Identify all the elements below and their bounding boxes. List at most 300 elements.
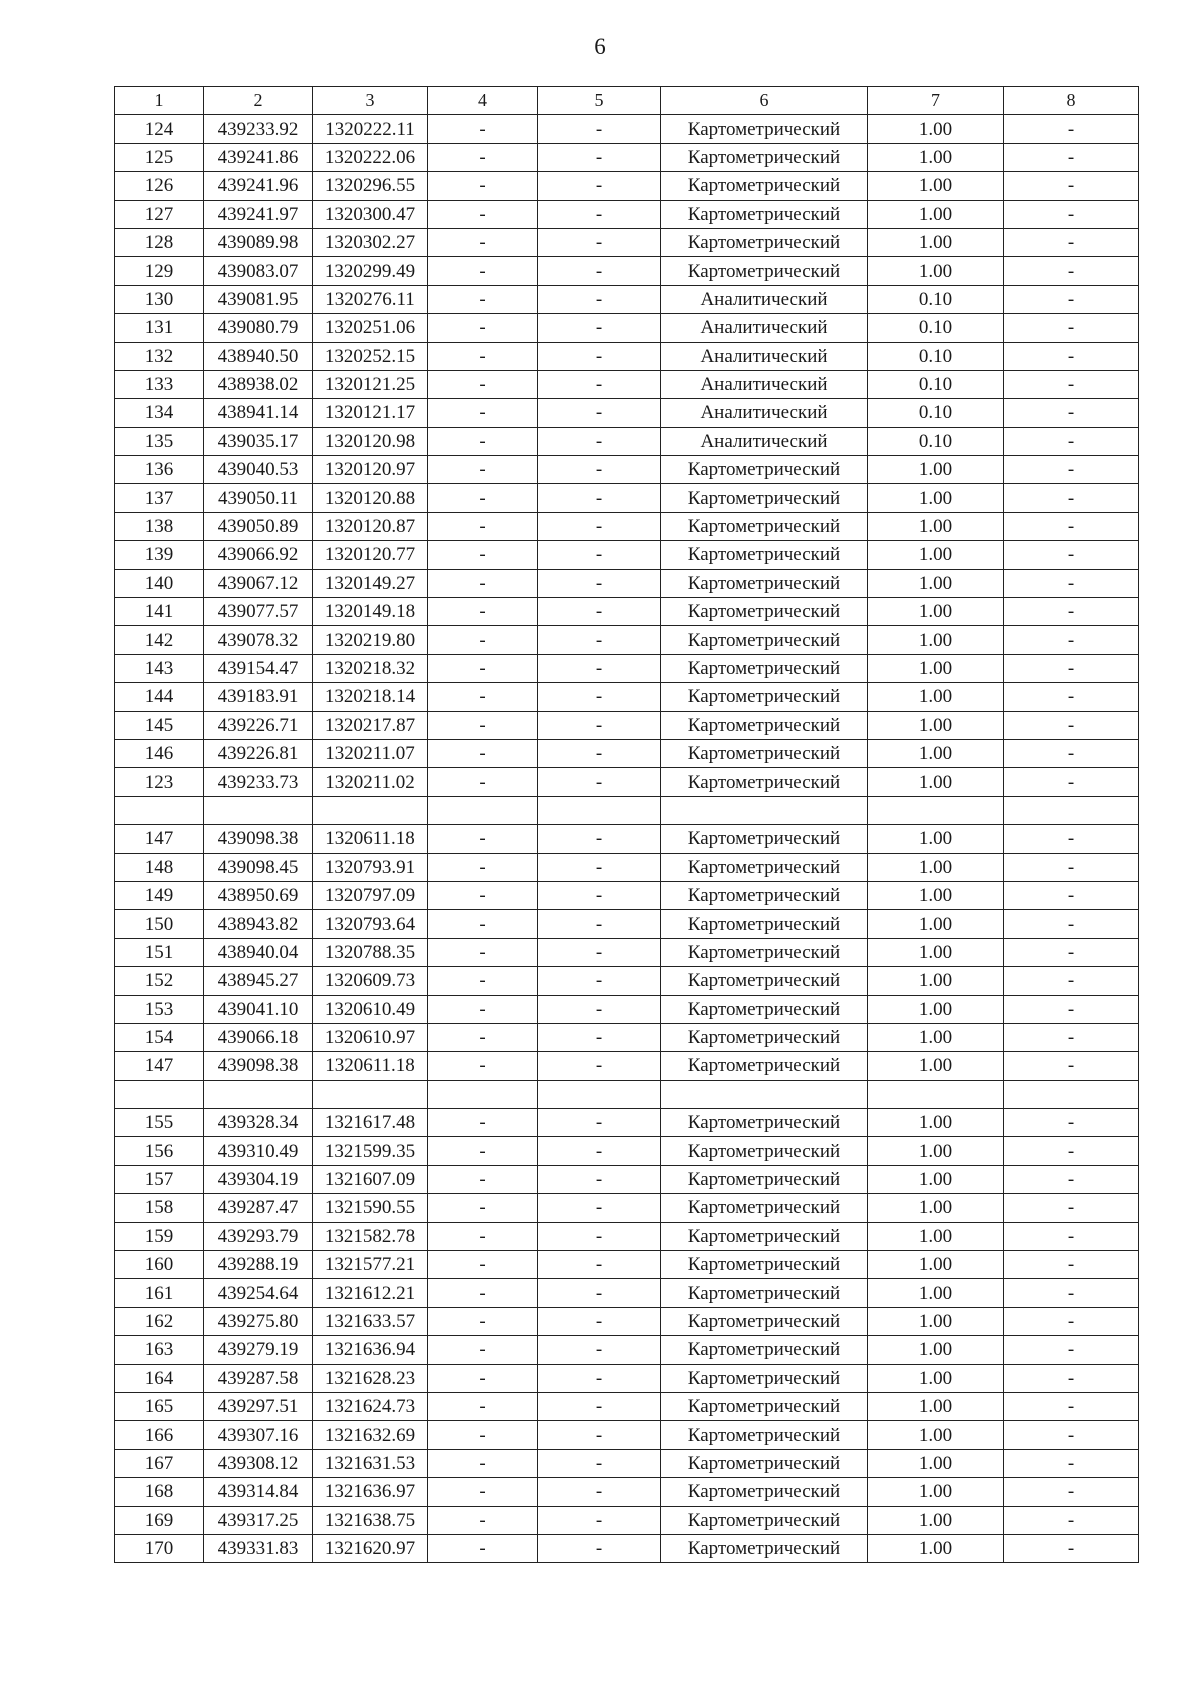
coordinate-y-cell: 1320793.64 (313, 910, 428, 938)
accuracy-cell: 1.00 (868, 938, 1004, 966)
col-4-value-cell: - (428, 825, 538, 853)
col-5-value-cell: - (538, 910, 661, 938)
point-number-cell: 137 (115, 484, 204, 512)
coordinate-y-cell: 1321624.73 (313, 1392, 428, 1420)
table-row (115, 427, 1139, 455)
coordinate-y-cell: 1320120.88 (313, 484, 428, 512)
col-5-value-cell: - (538, 881, 661, 909)
table-row (115, 1052, 1139, 1080)
col-5-value-cell: - (538, 1534, 661, 1562)
coordinate-x-cell: 439226.81 (204, 739, 313, 767)
method-cell: Картометрический (661, 739, 868, 767)
accuracy-cell: 1.00 (868, 541, 1004, 569)
col-5-value-cell: - (538, 853, 661, 881)
table-row (115, 1478, 1139, 1506)
col-5-value-cell: - (538, 654, 661, 682)
col-4-value-cell: - (428, 1307, 538, 1335)
coordinate-y-cell: 1320222.11 (313, 115, 428, 143)
coordinate-y-cell: 1320299.49 (313, 257, 428, 285)
col-4-value-cell: - (428, 881, 538, 909)
table-row (115, 1392, 1139, 1420)
col-4-value-cell: - (428, 143, 538, 171)
col-8-value-cell: - (1004, 115, 1139, 143)
coordinate-y-cell: 1321590.55 (313, 1194, 428, 1222)
accuracy-cell: 1.00 (868, 1194, 1004, 1222)
point-number-cell: 154 (115, 1023, 204, 1051)
method-cell: Картометрический (661, 1194, 868, 1222)
accuracy-cell: 1.00 (868, 853, 1004, 881)
coordinate-y-cell: 1320609.73 (313, 967, 428, 995)
method-cell: Картометрический (661, 910, 868, 938)
col-5-value-cell: - (538, 1137, 661, 1165)
method-cell: Картометрический (661, 228, 868, 256)
coordinate-x-cell (204, 1080, 313, 1108)
col-8-value-cell: - (1004, 825, 1139, 853)
accuracy-cell: 1.00 (868, 200, 1004, 228)
col-5-value-cell: - (538, 1023, 661, 1051)
coordinate-x-cell: 439098.38 (204, 825, 313, 853)
col-8-value-cell (1004, 1080, 1139, 1108)
coordinate-x-cell: 439304.19 (204, 1165, 313, 1193)
col-5-value-cell: - (538, 1506, 661, 1534)
method-cell: Картометрический (661, 825, 868, 853)
method-cell: Картометрический (661, 1165, 868, 1193)
col-4-value-cell: - (428, 569, 538, 597)
table-row (115, 1364, 1139, 1392)
col-5-value-cell: - (538, 427, 661, 455)
accuracy-cell: 1.00 (868, 739, 1004, 767)
col-4-value-cell: - (428, 314, 538, 342)
point-number-cell: 131 (115, 314, 204, 342)
col-8-value-cell: - (1004, 1421, 1139, 1449)
point-number-cell: 129 (115, 257, 204, 285)
col-8-value-cell: - (1004, 1506, 1139, 1534)
col-8-value-cell: - (1004, 427, 1139, 455)
col-4-value-cell: - (428, 768, 538, 796)
coordinate-y-cell: 1320222.06 (313, 143, 428, 171)
col-4-value-cell: - (428, 598, 538, 626)
coordinate-y-cell: 1321636.97 (313, 1478, 428, 1506)
coordinate-y-cell: 1320149.18 (313, 598, 428, 626)
method-cell: Картометрический (661, 1478, 868, 1506)
coordinate-x-cell: 439288.19 (204, 1251, 313, 1279)
col-5-value-cell: - (538, 938, 661, 966)
col-4-value-cell: - (428, 967, 538, 995)
point-number-cell: 132 (115, 342, 204, 370)
method-cell: Картометрический (661, 654, 868, 682)
point-number-cell: 158 (115, 1194, 204, 1222)
table-spacer-row (115, 1080, 1139, 1108)
method-cell: Картометрический (661, 1534, 868, 1562)
method-cell: Картометрический (661, 569, 868, 597)
method-cell: Картометрический (661, 1364, 868, 1392)
col-5-value-cell: - (538, 1279, 661, 1307)
col-8-value-cell: - (1004, 541, 1139, 569)
point-number-cell: 151 (115, 938, 204, 966)
col-8-value-cell: - (1004, 1279, 1139, 1307)
coordinate-x-cell: 439241.96 (204, 172, 313, 200)
coordinate-y-cell: 1321599.35 (313, 1137, 428, 1165)
table-row (115, 739, 1139, 767)
col-8-value-cell: - (1004, 1251, 1139, 1279)
col-8-value-cell: - (1004, 967, 1139, 995)
table-row (115, 1194, 1139, 1222)
coordinate-y-cell: 1321633.57 (313, 1307, 428, 1335)
table-row (115, 626, 1139, 654)
table-row (115, 967, 1139, 995)
accuracy-cell (868, 1080, 1004, 1108)
col-4-value-cell: - (428, 1222, 538, 1250)
col-5-value-cell: - (538, 768, 661, 796)
col-8-value-cell: - (1004, 1364, 1139, 1392)
col-4-value-cell: - (428, 995, 538, 1023)
col-8-value-cell: - (1004, 881, 1139, 909)
point-number-cell: 145 (115, 711, 204, 739)
col-5-value-cell: - (538, 1165, 661, 1193)
coordinate-y-cell: 1320276.11 (313, 285, 428, 313)
method-cell: Картометрический (661, 257, 868, 285)
col-5-value-cell (538, 796, 661, 824)
accuracy-cell: 1.00 (868, 1023, 1004, 1051)
accuracy-cell: 1.00 (868, 1449, 1004, 1477)
col-4-value-cell: - (428, 1165, 538, 1193)
table-row (115, 1506, 1139, 1534)
col-8-value-cell: - (1004, 1534, 1139, 1562)
coordinate-x-cell: 439287.47 (204, 1194, 313, 1222)
col-5-value-cell: - (538, 569, 661, 597)
point-number-cell: 159 (115, 1222, 204, 1250)
col-5-value-cell: - (538, 1251, 661, 1279)
point-number-cell: 161 (115, 1279, 204, 1307)
col-8-value-cell: - (1004, 711, 1139, 739)
col-4-value-cell: - (428, 683, 538, 711)
page-number: 6 (594, 34, 606, 59)
col-8-value-cell: - (1004, 768, 1139, 796)
method-cell: Картометрический (661, 1251, 868, 1279)
table-row (115, 910, 1139, 938)
point-number-cell: 133 (115, 370, 204, 398)
coordinate-x-cell: 438938.02 (204, 370, 313, 398)
point-number-cell: 165 (115, 1392, 204, 1420)
coordinate-x-cell: 439254.64 (204, 1279, 313, 1307)
coordinate-x-cell: 439154.47 (204, 654, 313, 682)
col-5-value-cell: - (538, 1222, 661, 1250)
coordinate-y-cell: 1320793.91 (313, 853, 428, 881)
accuracy-cell: 1.00 (868, 1421, 1004, 1449)
table-row (115, 569, 1139, 597)
coordinate-y-cell: 1321632.69 (313, 1421, 428, 1449)
table-row (115, 1251, 1139, 1279)
col-4-value-cell: - (428, 1052, 538, 1080)
table-row (115, 1307, 1139, 1335)
accuracy-cell: 1.00 (868, 768, 1004, 796)
col-5-value-cell: - (538, 399, 661, 427)
accuracy-cell: 1.00 (868, 484, 1004, 512)
method-cell: Аналитический (661, 370, 868, 398)
col-5-value-cell: - (538, 228, 661, 256)
col-5-value-cell (538, 1080, 661, 1108)
coordinate-y-cell: 1320211.02 (313, 768, 428, 796)
method-cell: Картометрический (661, 1222, 868, 1250)
coordinate-y-cell: 1320120.97 (313, 456, 428, 484)
col-4-value-cell: - (428, 285, 538, 313)
method-cell (661, 796, 868, 824)
coordinate-y-cell: 1320610.49 (313, 995, 428, 1023)
point-number-cell: 156 (115, 1137, 204, 1165)
point-number-cell: 170 (115, 1534, 204, 1562)
table-row (115, 683, 1139, 711)
method-cell: Аналитический (661, 314, 868, 342)
col-4-value-cell: - (428, 1023, 538, 1051)
point-number-cell: 149 (115, 881, 204, 909)
coordinate-y-cell: 1320218.14 (313, 683, 428, 711)
method-cell: Картометрический (661, 115, 868, 143)
col-5-value-cell: - (538, 512, 661, 540)
accuracy-cell (868, 796, 1004, 824)
col-5-value-cell: - (538, 172, 661, 200)
point-number-cell (115, 796, 204, 824)
col-5-value-cell: - (538, 995, 661, 1023)
col-4-value-cell: - (428, 484, 538, 512)
coordinate-y-cell: 1321577.21 (313, 1251, 428, 1279)
point-number-cell: 166 (115, 1421, 204, 1449)
coordinate-y-cell: 1320149.27 (313, 569, 428, 597)
coordinate-x-cell: 438940.50 (204, 342, 313, 370)
accuracy-cell: 1.00 (868, 1506, 1004, 1534)
col-4-value-cell: - (428, 1534, 538, 1562)
coordinate-y-cell: 1321636.94 (313, 1336, 428, 1364)
coordinate-x-cell: 439077.57 (204, 598, 313, 626)
table-row (115, 342, 1139, 370)
coordinate-x-cell: 439040.53 (204, 456, 313, 484)
col-5-value-cell: - (538, 541, 661, 569)
col-8-value-cell: - (1004, 285, 1139, 313)
method-cell: Картометрический (661, 626, 868, 654)
col-8-value-cell: - (1004, 1336, 1139, 1364)
col-4-value-cell: - (428, 399, 538, 427)
point-number-cell: 125 (115, 143, 204, 171)
point-number-cell: 146 (115, 739, 204, 767)
point-number-cell: 150 (115, 910, 204, 938)
col-8-value-cell: - (1004, 172, 1139, 200)
col-8-value-cell: - (1004, 626, 1139, 654)
col-8-value-cell: - (1004, 200, 1139, 228)
coordinate-x-cell: 439035.17 (204, 427, 313, 455)
table-row (115, 825, 1139, 853)
table-row (115, 1222, 1139, 1250)
coordinate-y-cell: 1320797.09 (313, 881, 428, 909)
method-cell: Картометрический (661, 1421, 868, 1449)
coordinate-y-cell: 1320121.25 (313, 370, 428, 398)
coordinate-x-cell: 439310.49 (204, 1137, 313, 1165)
method-cell: Картометрический (661, 1449, 868, 1477)
column-header: 5 (538, 87, 661, 115)
point-number-cell: 123 (115, 768, 204, 796)
col-5-value-cell: - (538, 456, 661, 484)
point-number-cell: 162 (115, 1307, 204, 1335)
coordinate-x-cell: 439314.84 (204, 1478, 313, 1506)
col-8-value-cell: - (1004, 598, 1139, 626)
accuracy-cell: 1.00 (868, 456, 1004, 484)
col-4-value-cell: - (428, 370, 538, 398)
col-5-value-cell: - (538, 1194, 661, 1222)
accuracy-cell: 1.00 (868, 683, 1004, 711)
col-8-value-cell: - (1004, 370, 1139, 398)
col-5-value-cell: - (538, 1364, 661, 1392)
point-number-cell: 127 (115, 200, 204, 228)
point-number-cell: 142 (115, 626, 204, 654)
table-row (115, 115, 1139, 143)
col-4-value-cell: - (428, 853, 538, 881)
method-cell: Аналитический (661, 427, 868, 455)
point-number-cell: 144 (115, 683, 204, 711)
point-number-cell: 135 (115, 427, 204, 455)
coordinate-x-cell: 439078.32 (204, 626, 313, 654)
table-row (115, 711, 1139, 739)
coordinate-x-cell: 439066.18 (204, 1023, 313, 1051)
col-5-value-cell: - (538, 598, 661, 626)
coordinate-y-cell: 1320211.07 (313, 739, 428, 767)
table-row (115, 1421, 1139, 1449)
table-row (115, 257, 1139, 285)
point-number-cell: 153 (115, 995, 204, 1023)
col-4-value-cell: - (428, 1137, 538, 1165)
col-5-value-cell: - (538, 1421, 661, 1449)
method-cell: Картометрический (661, 512, 868, 540)
coordinate-x-cell: 439050.11 (204, 484, 313, 512)
table-row (115, 456, 1139, 484)
accuracy-cell: 1.00 (868, 1165, 1004, 1193)
table-row (115, 598, 1139, 626)
table-row (115, 1137, 1139, 1165)
col-8-value-cell: - (1004, 938, 1139, 966)
coordinate-x-cell: 439279.19 (204, 1336, 313, 1364)
coordinate-y-cell (313, 1080, 428, 1108)
coordinate-y-cell: 1321628.23 (313, 1364, 428, 1392)
point-number-cell: 134 (115, 399, 204, 427)
accuracy-cell: 1.00 (868, 1478, 1004, 1506)
col-8-value-cell: - (1004, 257, 1139, 285)
method-cell: Картометрический (661, 995, 868, 1023)
accuracy-cell: 1.00 (868, 1222, 1004, 1250)
coordinate-y-cell: 1320120.87 (313, 512, 428, 540)
col-8-value-cell: - (1004, 314, 1139, 342)
coordinate-y-cell: 1321607.09 (313, 1165, 428, 1193)
col-4-value-cell: - (428, 1478, 538, 1506)
table-row (115, 768, 1139, 796)
accuracy-cell: 1.00 (868, 1336, 1004, 1364)
table-row (115, 399, 1139, 427)
col-8-value-cell: - (1004, 683, 1139, 711)
coordinate-x-cell: 439050.89 (204, 512, 313, 540)
table-row (115, 172, 1139, 200)
table-row (115, 200, 1139, 228)
accuracy-cell: 1.00 (868, 967, 1004, 995)
point-number-cell: 169 (115, 1506, 204, 1534)
column-header: 2 (204, 87, 313, 115)
coordinate-x-cell: 439041.10 (204, 995, 313, 1023)
coordinate-x-cell: 438941.14 (204, 399, 313, 427)
point-number-cell: 141 (115, 598, 204, 626)
method-cell: Аналитический (661, 285, 868, 313)
method-cell: Картометрический (661, 768, 868, 796)
col-5-value-cell: - (538, 1052, 661, 1080)
col-4-value-cell: - (428, 739, 538, 767)
col-8-value-cell: - (1004, 1109, 1139, 1137)
accuracy-cell: 1.00 (868, 825, 1004, 853)
table-row (115, 1279, 1139, 1307)
col-4-value-cell: - (428, 456, 538, 484)
col-4-value-cell: - (428, 1109, 538, 1137)
accuracy-cell: 1.00 (868, 172, 1004, 200)
point-number-cell: 164 (115, 1364, 204, 1392)
method-cell: Картометрический (661, 172, 868, 200)
table-row (115, 541, 1139, 569)
accuracy-cell: 1.00 (868, 569, 1004, 597)
coordinate-x-cell: 439317.25 (204, 1506, 313, 1534)
accuracy-cell: 1.00 (868, 1364, 1004, 1392)
table-row (115, 1023, 1139, 1051)
coordinate-y-cell: 1320218.32 (313, 654, 428, 682)
col-5-value-cell: - (538, 825, 661, 853)
column-header: 1 (115, 87, 204, 115)
method-cell: Картометрический (661, 1052, 868, 1080)
method-cell: Картометрический (661, 456, 868, 484)
col-4-value-cell: - (428, 938, 538, 966)
column-header: 3 (313, 87, 428, 115)
point-number-cell: 128 (115, 228, 204, 256)
accuracy-cell: 0.10 (868, 427, 1004, 455)
table-row (115, 314, 1139, 342)
coordinate-x-cell: 439241.86 (204, 143, 313, 171)
accuracy-cell: 1.00 (868, 881, 1004, 909)
coordinates-table (114, 86, 1139, 1563)
col-8-value-cell: - (1004, 456, 1139, 484)
coordinate-x-cell: 439308.12 (204, 1449, 313, 1477)
method-cell: Картометрический (661, 938, 868, 966)
point-number-cell: 143 (115, 654, 204, 682)
method-cell: Картометрический (661, 598, 868, 626)
point-number-cell: 140 (115, 569, 204, 597)
coordinate-x-cell: 439081.95 (204, 285, 313, 313)
coordinate-y-cell: 1321582.78 (313, 1222, 428, 1250)
col-4-value-cell: - (428, 1251, 538, 1279)
accuracy-cell: 0.10 (868, 342, 1004, 370)
col-8-value-cell: - (1004, 1392, 1139, 1420)
col-5-value-cell: - (538, 1336, 661, 1364)
col-5-value-cell: - (538, 1449, 661, 1477)
coordinate-x-cell: 439328.34 (204, 1109, 313, 1137)
coordinate-x-cell: 438943.82 (204, 910, 313, 938)
col-4-value-cell (428, 796, 538, 824)
table-row (115, 1165, 1139, 1193)
col-4-value-cell: - (428, 711, 538, 739)
col-5-value-cell: - (538, 143, 661, 171)
col-4-value-cell: - (428, 626, 538, 654)
coordinate-y-cell: 1320219.80 (313, 626, 428, 654)
table-row (115, 1449, 1139, 1477)
column-header: 4 (428, 87, 538, 115)
method-cell: Картометрический (661, 967, 868, 995)
col-5-value-cell: - (538, 484, 661, 512)
col-4-value-cell: - (428, 427, 538, 455)
table-body (115, 115, 1139, 1563)
coordinate-y-cell: 1320296.55 (313, 172, 428, 200)
point-number-cell: 157 (115, 1165, 204, 1193)
accuracy-cell: 0.10 (868, 285, 1004, 313)
accuracy-cell: 1.00 (868, 1052, 1004, 1080)
coordinate-x-cell: 439233.92 (204, 115, 313, 143)
